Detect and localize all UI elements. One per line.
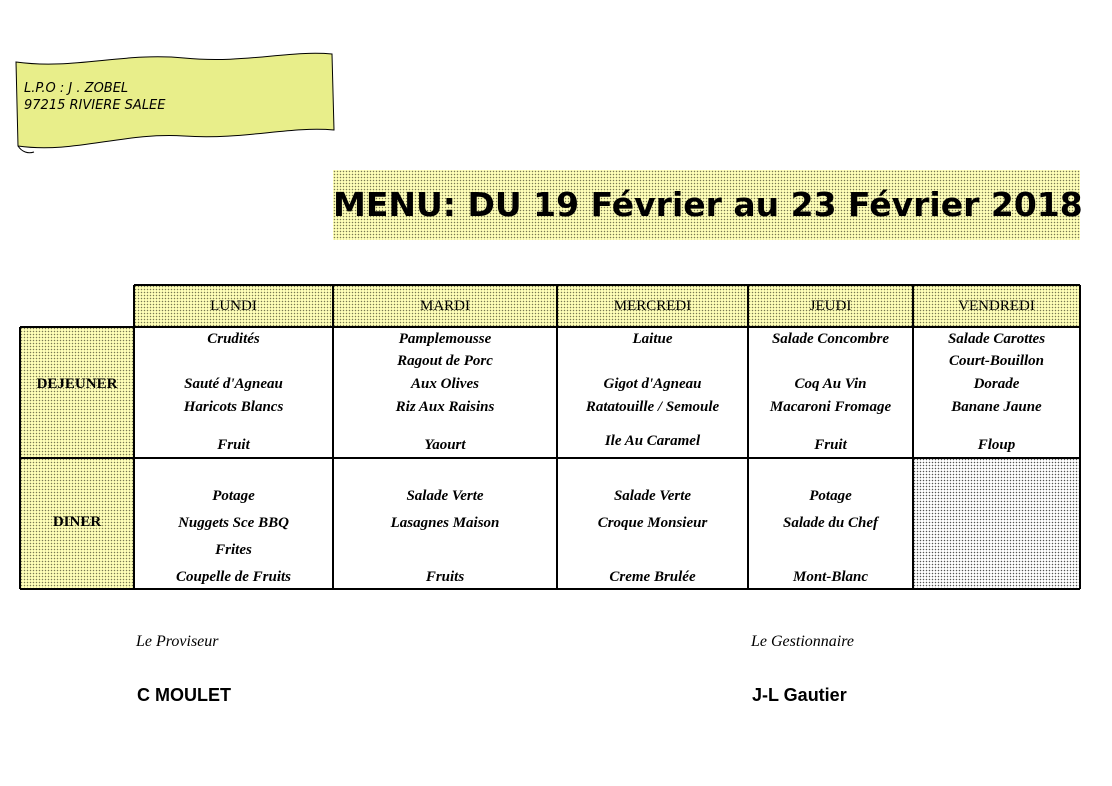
dish: Haricots Blancs xyxy=(183,399,284,415)
dish: Coq Au Vin xyxy=(794,376,867,392)
dish: Riz Aux Raisins xyxy=(395,399,495,415)
dish: Dorade xyxy=(973,376,1020,392)
dish: Potage xyxy=(809,488,852,504)
day-header-vendredi: VENDREDI xyxy=(913,285,1080,327)
dish: Creme Brulée xyxy=(609,569,696,585)
dish: Gigot d'Agneau xyxy=(603,376,702,392)
dish: Croque Monsieur xyxy=(597,515,708,531)
dish: Salade Verte xyxy=(613,488,692,504)
gestionnaire-name: J-L Gautier xyxy=(752,685,847,705)
dish: Mont-Blanc xyxy=(792,569,868,585)
day-header-jeudi: JEUDI xyxy=(748,285,913,327)
dish: Sauté d'Agneau xyxy=(184,376,283,392)
dish: Laitue xyxy=(632,331,673,347)
dinner-cell-mardi xyxy=(333,458,557,589)
menu-title: MENU: DU 19 Février au 23 Février 2018 xyxy=(333,170,1080,240)
lunch-cell-jeudi xyxy=(748,327,913,458)
proviseur-role: Le Proviseur xyxy=(136,633,219,650)
dish: Salade Verte xyxy=(406,488,484,504)
dish: Aux Olives xyxy=(411,376,479,392)
dish: Salade Concombre xyxy=(771,331,890,347)
gestionnaire-role: Le Gestionnaire xyxy=(751,633,854,650)
dish: Potage xyxy=(212,488,255,504)
empty-cell-vendredi-diner xyxy=(913,458,1080,589)
lunch-cell-lundi xyxy=(134,327,333,458)
day-header-mardi: MARDI xyxy=(333,285,557,327)
dinner-cell-lundi xyxy=(134,458,333,589)
dinner-cell-jeudi xyxy=(748,458,913,589)
school-address: 97215 RIVIERE SALEE xyxy=(24,98,166,113)
lunch-cell-mercredi xyxy=(557,327,748,458)
dish: Ile Au Caramel xyxy=(604,433,701,449)
dish: Macaroni Fromage xyxy=(769,399,892,415)
dish: Crudités xyxy=(207,331,260,347)
row-label-diner: DINER xyxy=(20,458,134,589)
dish: Frites xyxy=(215,542,252,558)
school-name: L.P.O : J . ZOBEL xyxy=(24,81,129,96)
lunch-cell-mardi xyxy=(333,327,557,458)
day-header-mercredi: MERCREDI xyxy=(557,285,748,327)
dish: Banane Jaune xyxy=(951,399,1042,415)
dish: Ratatouille / Semoule xyxy=(585,399,720,415)
dinner-cell-mercredi xyxy=(557,458,748,589)
dish: Salade Carottes xyxy=(947,331,1046,347)
dish: Lasagnes Maison xyxy=(390,515,500,531)
dish: Fruit xyxy=(217,437,250,453)
dish: Court-Bouillon xyxy=(948,353,1045,369)
dish: Nuggets Sce BBQ xyxy=(178,515,289,531)
proviseur-name: C MOULET xyxy=(137,685,231,705)
row-label-dejeuner: DEJEUNER xyxy=(20,327,134,458)
dish: Floup xyxy=(977,437,1016,453)
day-header-lundi: LUNDI xyxy=(134,285,333,327)
dish: Yaourt xyxy=(424,437,466,453)
dish: Coupelle de Fruits xyxy=(175,569,291,585)
dish: Fruits xyxy=(425,569,465,585)
dish: Ragout de Porc xyxy=(397,353,493,369)
lunch-cell-vendredi xyxy=(913,327,1080,458)
school-info xyxy=(24,80,166,114)
dish: Salade du Chef xyxy=(782,515,878,531)
dish: Fruit xyxy=(814,437,847,453)
dish: Pamplemousse xyxy=(398,331,492,347)
